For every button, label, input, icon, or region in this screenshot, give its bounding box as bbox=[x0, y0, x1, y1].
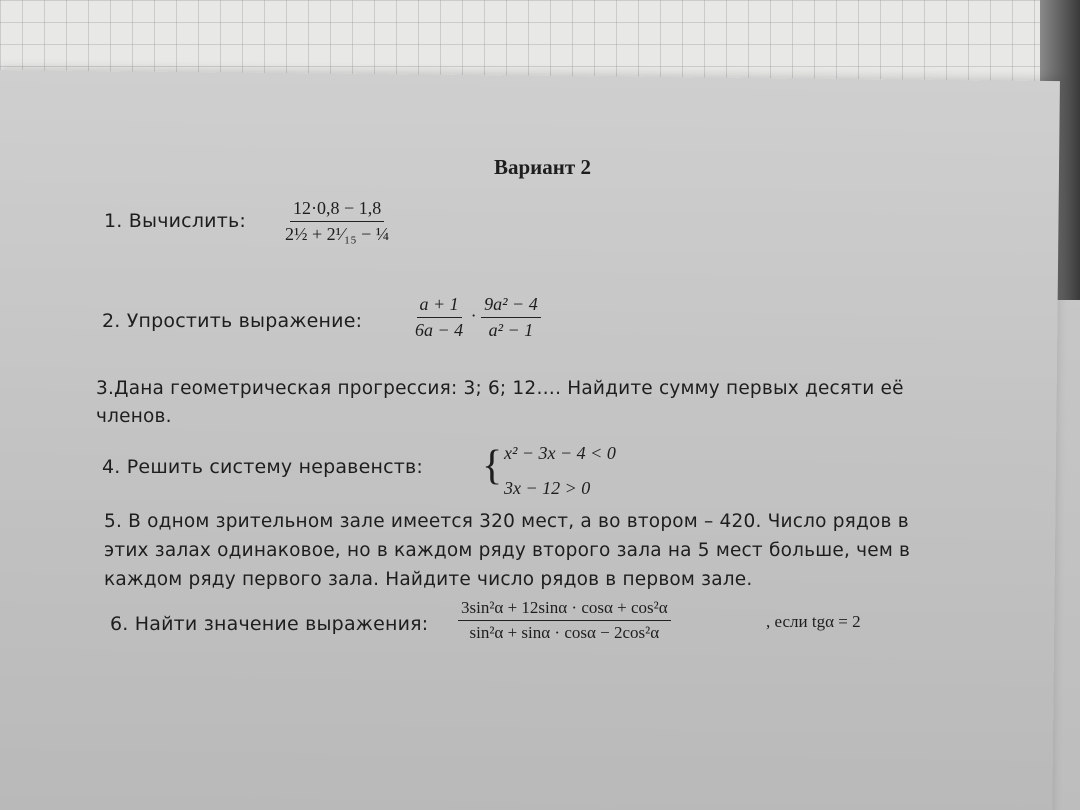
task6-label: 6. Найти значение выражения: bbox=[110, 613, 429, 635]
task3-line2: членов. bbox=[96, 406, 172, 427]
task6-fraction bbox=[458, 598, 671, 643]
task6-denominator: sin²α + sinα · cosα − 2cos²α bbox=[469, 623, 660, 642]
system-brace: { bbox=[482, 443, 503, 489]
paper-sheet bbox=[0, 70, 1060, 810]
task5-line3: каждом ряду первого зала. Найдите число рядов в первом зале. bbox=[104, 569, 753, 590]
task2-frac2-numerator: 9a² − 4 bbox=[481, 294, 541, 318]
task3-line1: 3.Дана геометрическая прогрессия: 3; 6; 12…. Найдите сумму первых десяти её bbox=[96, 378, 904, 399]
task6-condition: , если tgα = 2 bbox=[766, 612, 861, 631]
task5-line2: этих залах одинаковое, но в каждом ряду второго зала на 5 мест больше, чем в bbox=[104, 540, 911, 561]
page-title: Вариант 2 bbox=[494, 155, 591, 179]
task1-label: 1. Вычислить: bbox=[104, 210, 246, 232]
task1-denominator: 2½ + 2¹⁄₁₅ − ¼ bbox=[285, 224, 390, 244]
task5-line1: 5. В одном зрительном зале имеется 320 мест, а во втором – 420. Число рядов в bbox=[104, 511, 909, 532]
task2-frac1-denominator: 6a − 4 bbox=[415, 320, 464, 340]
task2-frac1-numerator: a + 1 bbox=[417, 294, 462, 318]
task6-numerator: 3sin²α + 12sinα · cosα + cos²α bbox=[458, 598, 671, 621]
task4-inequality-2: 3x − 12 > 0 bbox=[504, 478, 591, 498]
task4-label: 4. Решить систему неравенств: bbox=[102, 456, 424, 478]
task1-numerator: 12·0,8 − 1,8 bbox=[290, 198, 384, 222]
task4-inequality-1: x² − 3x − 4 < 0 bbox=[504, 443, 616, 463]
task2-frac2-denominator: a² − 1 bbox=[488, 320, 534, 340]
task2-expression: $\frac{a + 1}{6a - 4}$ · $\frac{\text{9a² − 4}}{\text{a² − 1}}$ bbox=[412, 294, 541, 341]
task2-label: 2. Упростить выражение: bbox=[102, 310, 363, 332]
task1-fraction bbox=[282, 198, 392, 245]
